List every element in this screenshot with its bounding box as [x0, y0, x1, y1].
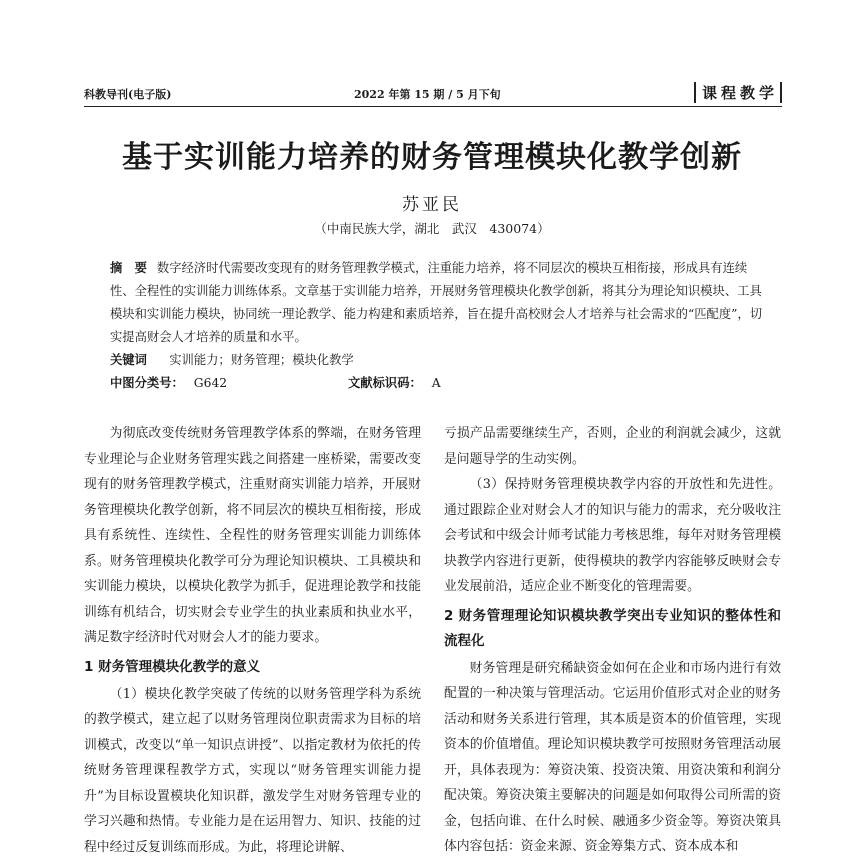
abstract-label: 摘 要: [110, 261, 147, 275]
abstract-paragraph: [110, 257, 762, 349]
doc-code-group: [348, 372, 441, 395]
body-paragraph-continued: 亏损产品需要继续生产，否则，企业的利润就会减少，这就是问题导学的生动实例。: [444, 421, 781, 472]
doc-code-label: 文献标识码：: [348, 376, 422, 390]
section-heading-1: 1 财务管理模块化教学的意义: [84, 655, 421, 680]
section-label: 课程教学: [694, 82, 782, 103]
journal-name: 科教导刊(电子版): [84, 86, 171, 102]
classification-row: [110, 372, 762, 395]
body-paragraph: （3）保持财务管理模块教学内容的开放性和先进性。通过跟踪企业对财会人才的知识与能力的需求，充分吸收注会考试和中级会计师考试能力考核思维，每年对财务管理模块教学内容进行更新，使得模块的教学内容能够反映财会专业发展前沿，适应企业不断变化的管理需要。: [444, 472, 781, 600]
keywords-text: 实训能力；财务管理；模块化教学: [169, 353, 353, 367]
body-paragraph: （1）模块化教学突破了传统的以财务管理学科为系统的教学模式，建立起了以财务管理岗位职责需求为目标的培训模式，改变以“单一知识点讲授”、以指定教材为依托的传统财务管理课程教学方式，实现以“财务管理实训能力提升”为目标设置模块化知识群，激发学生对财务管理专业的学习兴趣和热情。专业能力是在运用智力、知识、技能的过程中经过反复训练而形成。为此，将理论讲解、: [84, 682, 421, 860]
keywords-row: [110, 349, 762, 372]
body-column-right: [444, 421, 781, 860]
keywords-label: 关键词: [110, 353, 147, 367]
paper-title: 基于实训能力培养的财务管理模块化教学创新: [0, 132, 864, 176]
body-paragraph: 财务管理是研究稀缺资金如何在企业和市场内进行有效配置的一种决策与管理活动。它运用价值形式对企业的财务活动和财务关系进行管理，其本质是资本的价值管理，实现资本的价值增值。理论知识模块教学可按照财务管理活动展开，具体表现为：筹资决策、投资决策、用资决策和利润分配决策。筹资决策主要解决的问题是如何取得公司所需的资金，包括向谁、在什么时候、融通多少资金等。筹资决策具体内容包括：资金来源、资金筹集方式、资本成本和: [444, 656, 781, 860]
abstract-block: [110, 257, 762, 395]
section-heading-2: 2 财务管理理论知识模块教学突出专业知识的整体性和流程化: [444, 604, 781, 654]
body-column-left: [84, 421, 421, 860]
doc-code-value: A: [432, 376, 441, 390]
affiliation: （中南民族大学，湖北 武汉 430074）: [0, 219, 864, 237]
abstract-text: 数字经济时代需要改变现有的财务管理教学模式，注重能力培养，将不同层次的模块互相衔接，形成具有连续性、全程性的实训能力训练体系。文章基于实训能力培养，开展财务管理模块化教学创新，将其分为理论知识模块、工具模块和实训能力模块，协同统一理论教学、能力构建和素质培养，旨在提升高校财会人才培养与社会需求的“匹配度”，切实提高财会人才培养的质量和水平。: [110, 261, 762, 344]
body-paragraph: 为彻底改变传统财务管理教学体系的弊端，在财务管理专业理论与企业财务管理实践之间搭建一座桥梁，需要改变现有的财务管理教学模式，注重财商实训能力培养，开展财务管理模块化教学创新，将不同层次的模块互相衔接，形成具有系统性、连续性、全程性的财务管理实训能力训练体系。财务管理模块化教学可分为理论知识模块、工具模块和实训能力模块，以模块化教学为抓手，促进理论教学和技能训练有机结合，切实财会专业学生的执业素质和执业水平，满足数字经济时代对财会人才的能力要求。: [84, 421, 421, 651]
clc-label: 中图分类号：: [110, 376, 184, 390]
issue-info: 2022 年第 15 期 / 5 月下旬: [354, 86, 501, 102]
page-header: [84, 82, 782, 107]
clc-value: G642: [194, 376, 227, 390]
author-name: 苏亚民: [0, 190, 864, 215]
